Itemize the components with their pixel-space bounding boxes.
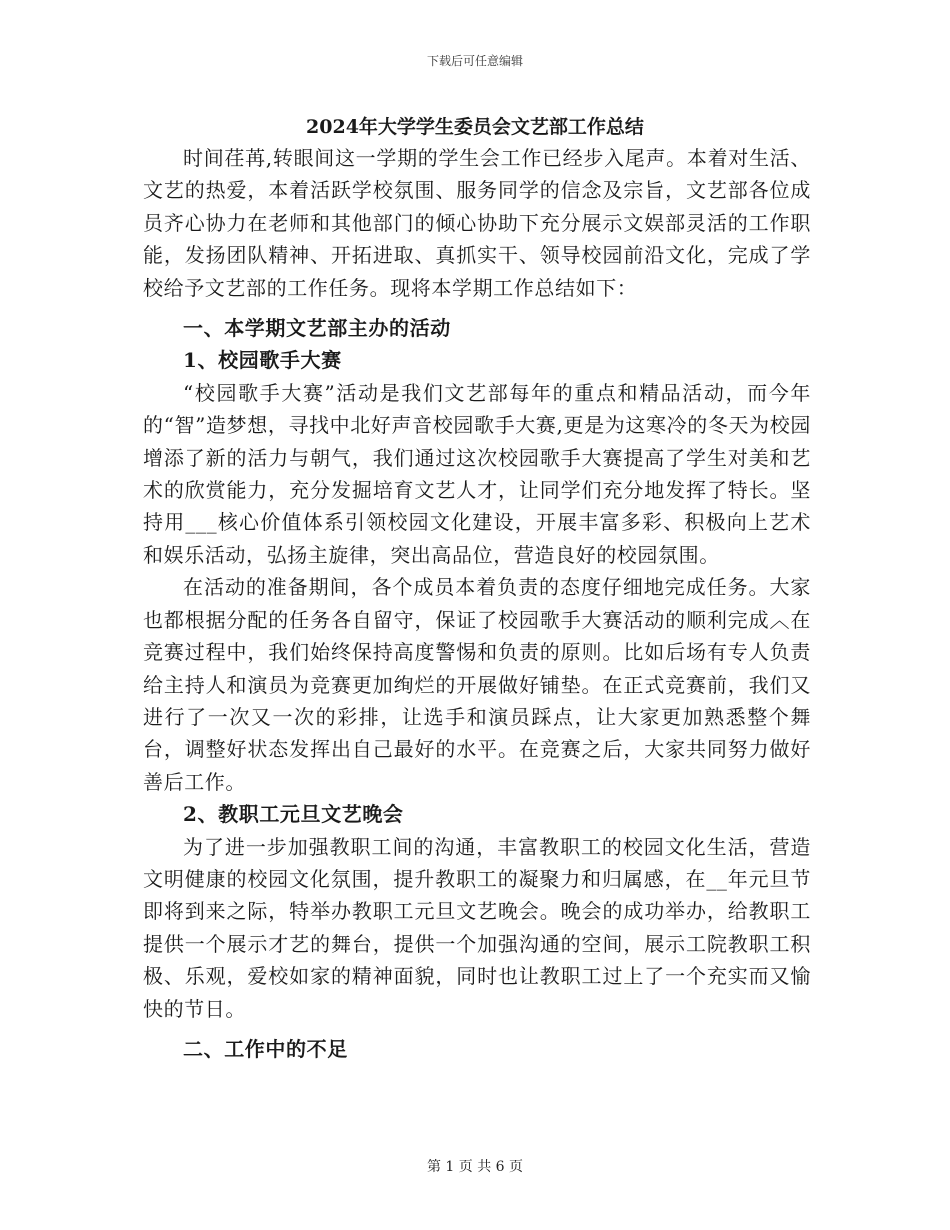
page-footer-number: 第 1 页 共 6 页 bbox=[426, 1159, 524, 1175]
subsection-1-paragraph-2: 在活动的准备期间，各个成员本着负责的态度仔细地完成任务。大家也都根据分配的任务各自留守，保证了校园歌手大赛活动的顺利完成︿在竞赛过程中，我们始终保持高度警惕和负责的原则。比如后场有专人负责给主持人和演员为竞赛更加绚烂的开展做好铺垫。在正式竞赛前，我们又进行了一次又一次的彩排，让选手和演员踩点，让大家更加熟悉整个舞台，调整好状态发挥出自己最好的水平。在竞赛之后，大家共同努力做好善后工作。 bbox=[143, 575, 811, 794]
document-body bbox=[143, 142, 811, 1065]
section-2-heading: 二、工作中的不足 bbox=[183, 1036, 348, 1061]
subsection-1-paragraph-1: “校园歌手大赛”活动是我们文艺部每年的重点和精品活动，而今年的“智”造梦想，寻找中北好声音校园歌手大赛,更是为这寒冷的冬天为校园增添了新的活力与朝气，我们通过这次校园歌手大赛提高了学生对美和艺术的欣赏能力，充分发掘培育文艺人才，让同学们充分地发挥了特长。坚持用___核心价值体系引领校园文化建设，开展丰富多彩、积极向上艺术和娱乐活动，弘扬主旋律，突出高品位，营造良好的校园氛围。 bbox=[143, 380, 811, 567]
subsection-1-heading: 1、校园歌手大赛 bbox=[183, 348, 342, 373]
subsection-2-heading: 2、教职工元旦文艺晚会 bbox=[183, 802, 404, 827]
document-title: 2024年大学学生委员会文艺部工作总结 bbox=[306, 116, 644, 138]
intro-paragraph: 时间荏苒,转眼间这一学期的学生会工作已经步入尾声。本着对生活、文艺的热爱，本着活跃学校氛围、服务同学的信念及宗旨，文艺部各位成员齐心协力在老师和其他部门的倾心协助下充分展示文娱部灵活的工作职能，发扬团队精神、开拓进取、真抓实干、领导校园前沿文化，完成了学校给予文艺部的工作任务。现将本学期工作总结如下： bbox=[143, 146, 811, 300]
section-1-heading: 一、本学期文艺部主办的活动 bbox=[183, 316, 451, 341]
page-header-note: 下载后可任意编辑 bbox=[426, 54, 523, 68]
subsection-2-paragraph-1: 为了进一步加强教职工间的沟通，丰富教职工的校园文化生活，营造文明健康的校园文化氛围，提升教职工的凝聚力和归属感，在__年元旦节即将到来之际，特举办教职工元旦文艺晚会。晚会的成功举办，给教职工提供一个展示才艺的舞台，提供一个加强沟通的空间，展示工院教职工积极、乐观，爱校如家的精神面貌，同时也让教职工过上了一个充实而又愉快的节日。 bbox=[143, 834, 811, 1021]
